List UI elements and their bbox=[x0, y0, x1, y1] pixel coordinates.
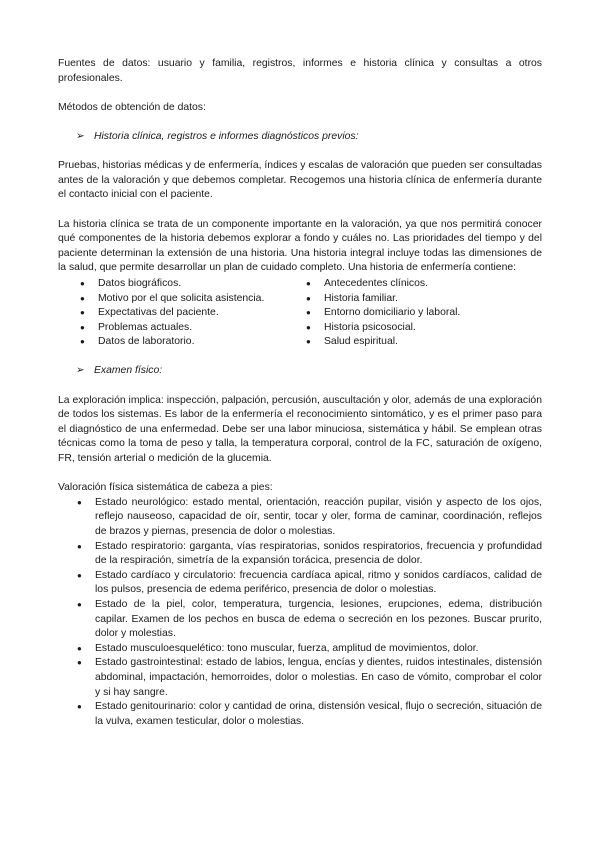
list-item: ● Historia familiar. bbox=[300, 292, 542, 307]
list-item: ● Entorno domiciliario y laboral. bbox=[300, 306, 542, 321]
list-item: ● Estado gastrointestinal: estado de labios, lengua, encías y dientes, ruidos intestinales, distensión abdominal, impactación, hemorroides, dolor o molestias. En caso de vómito, comprobar el color y si hay sangre. bbox=[58, 656, 542, 700]
document-page bbox=[58, 57, 542, 729]
list-item: ● Expectativas del paciente. bbox=[58, 306, 300, 321]
historia-clinica-paragraph: La historia clínica se trata de un componente importante en la valoración, ya que nos permitirá conocer qué componentes de la historia debemos explorar a fondo y cuáles no. Las prioridades del tiempo y del paciente determinan la extensión de una historia. Una historia integral incluye todas las dimensiones de la salud, que permite desarrollar un plan de cuidado completo. Una historia de enfermería contiene: bbox=[58, 218, 542, 274]
valoracion-title: Valoración física sistemática de cabeza a pies: bbox=[58, 482, 273, 494]
methods-title: Métodos de obtención de datos: bbox=[58, 101, 206, 113]
list-item: ● Historia psicosocial. bbox=[300, 321, 542, 336]
list-item: ● Estado neurológico: estado mental, orientación, reacción pupilar, visión y aspecto de los ojos, reflejo nauseoso, capacidad de oír, sentir, tocar y oler, forma de caminar, coordinación, reflejos de brazos y piernas, presencia de dolor o molestias. bbox=[58, 496, 542, 540]
section-historia-title: Historia clínica, registros e informes diagnósticos previos: bbox=[94, 130, 359, 142]
list-item: ● Salud espiritual. bbox=[300, 335, 542, 350]
arrow-bullet-icon: ➢ bbox=[76, 365, 85, 377]
list-item: ● Estado cardíaco y circulatorio: frecuencia cardíaca apical, ritmo y sonidos cardíacos, calidad de los pulsos, presencia de edema periférico, presencia de dolor o molestias. bbox=[58, 569, 542, 598]
sources-paragraph: Fuentes de datos: usuario y familia, registros, informes e historia clínica y consultas a otros profesionales. bbox=[58, 58, 542, 84]
valoracion-list bbox=[58, 496, 542, 730]
arrow-bullet-icon: ➢ bbox=[76, 130, 85, 142]
list-item: ● Estado respiratorio: garganta, vías respiratorias, sonidos respiratorios, frecuencia y profundidad de la respiración, simetría de la expansión torácica, presencia de dolor. bbox=[58, 540, 542, 569]
section-examen-title: Examen físico: bbox=[94, 365, 163, 377]
list-item: ● Estado de la piel, color, temperatura, turgencia, lesiones, erupciones, edema, distribución capilar. Examen de los pechos en busca de edema o secreción en los pezones. Buscar prurito, dolor y molestias. bbox=[58, 598, 542, 642]
list-item: ● Datos biográficos. bbox=[58, 277, 300, 292]
list-item: ● Datos de laboratorio. bbox=[58, 335, 300, 350]
section-historia-heading bbox=[58, 130, 542, 145]
section-examen-heading bbox=[58, 364, 542, 379]
historia-contents-list bbox=[58, 277, 542, 350]
list-item: ● Antecedentes clínicos. bbox=[300, 277, 542, 292]
pruebas-paragraph: Pruebas, historias médicas y de enfermería, índices y escalas de valoración que pueden ser consultadas antes de la valoración y que debemos completar. Recogemos una historia clínica de enfermería durante el contacto inicial con el paciente. bbox=[58, 160, 542, 201]
list-item: ● Problemas actuales. bbox=[58, 321, 300, 336]
exploracion-paragraph: La exploración implica: inspección, palpación, percusión, auscultación y olor, además de una exploración de todos los sistemas. Es labor de la enfermería el reconocimiento sintomático, y es el primer paso para el diagnóstico de una enfermedad. Debe ser una labor minuciosa, sistemática y hábil. Se emplean otras técnicas como la toma de peso y talla, la temperatura corporal, control de la FC, saturación de oxígeno, FR, tensión arterial o medición de la glucemia. bbox=[58, 394, 542, 465]
list-item: ● Estado musculoesquelético: tono muscular, fuerza, amplitud de movimientos, dolor. bbox=[58, 642, 542, 657]
list-item: ● Estado genitourinario: color y cantidad de orina, distensión vesical, flujo o secreción, situación de la vulva, examen testicular, dolor o molestias. bbox=[58, 700, 542, 729]
list-item: ● Motivo por el que solicita asistencia. bbox=[58, 292, 300, 307]
